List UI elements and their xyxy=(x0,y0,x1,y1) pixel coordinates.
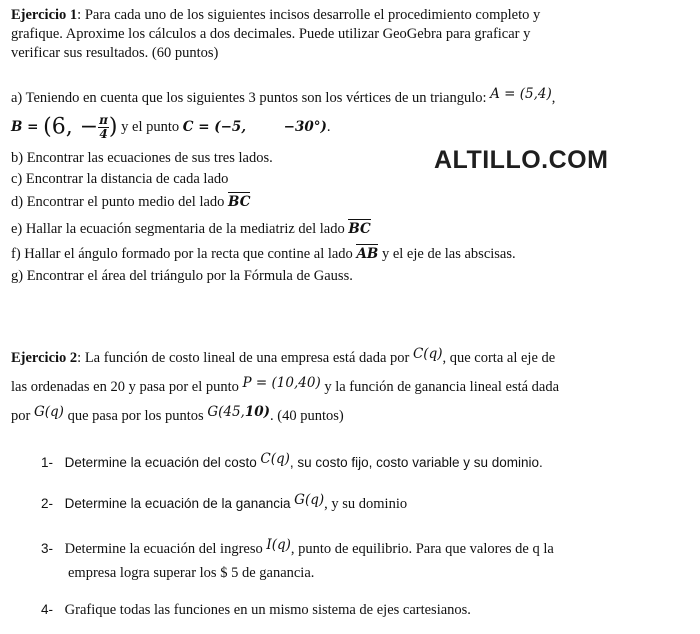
ej1-intro-line-2: grafique. Aproxime los cálculos a dos decimales. Puede utilizar GeoGebra para graficar y xyxy=(11,26,531,42)
g-point-b: 10) xyxy=(244,404,271,420)
ej2-list-item-1 xyxy=(41,451,543,472)
ej2-list-item-3 xyxy=(41,537,554,558)
g-point xyxy=(207,404,270,420)
ej1-item-a: a) Teniendo en cuenta que los siguientes 3 puntos son los vértices de un triangulo: A = (5,4), xyxy=(11,86,556,106)
ej1-item-a-cont: B = (6, − $\frac{\pi}{4}$ ) y el punto C = (−5, −30°). xyxy=(11,113,331,142)
ej1-intro-line-3: verificar sus resultados. (60 puntos) xyxy=(11,45,219,61)
ej1-item-e-text: e) Hallar la ecuación segmentaria de la mediatriz del lado xyxy=(11,221,345,237)
ej1-item-f-tail: y el eje de las abscisas. xyxy=(381,246,516,262)
list-text-3a: Determine la ecuación del ingreso xyxy=(64,541,263,557)
point-b-left: (6, − xyxy=(43,114,99,140)
list-text-1b: , su costo fijo, costo variable y su dominio. xyxy=(289,455,543,470)
cq-symbol: C(q) xyxy=(412,346,443,362)
ej2-p3a: por xyxy=(11,408,31,424)
list-num-3: 3- xyxy=(41,541,54,556)
ej1-a-text: a) Teniendo en cuenta que los siguientes 3 puntos son los vértices de un triangulo: xyxy=(11,90,487,106)
ej2-list-item-3-cont: empresa logra superar los $ 5 de ganancia. xyxy=(68,565,315,581)
list-text-2b: , y su dominio xyxy=(324,496,408,512)
segment-bc-2: BC xyxy=(348,221,371,237)
gq-symbol: G(q) xyxy=(33,404,64,420)
ej2-line-1 xyxy=(11,346,556,367)
ej1-item-e xyxy=(11,220,371,238)
segment-bc: BC xyxy=(228,194,251,210)
ej1-intro-1: : Para cada uno de los siguientes incisos desarrolle el procedimiento completo y xyxy=(77,7,541,23)
ej2-p3c: . (40 puntos) xyxy=(270,408,344,424)
segment-ab: AB xyxy=(356,246,379,262)
list-num-2: 2- xyxy=(41,496,54,511)
point-c: C = (−5, xyxy=(182,119,247,135)
fraction-numerator: π xyxy=(99,113,108,128)
ej2-title: Ejercicio 2 xyxy=(11,350,78,366)
ej1-intro-line-1 xyxy=(11,6,540,24)
watermark: ALTILLO.COM xyxy=(434,146,609,174)
ej1-item-f-text: f) Hallar el ángulo formado por la recta que contine al lado xyxy=(11,246,353,262)
ej1-item-d xyxy=(11,193,250,211)
ej2-p1: : La función de costo lineal de una empresa está dada por xyxy=(77,350,410,366)
ej2-list-item-4 xyxy=(41,601,471,619)
list-symbol-2: G(q) xyxy=(294,492,325,508)
list-text-1a: Determine la ecuación del costo xyxy=(64,455,257,470)
ej2-p2: las ordenadas en 20 y pasa por el punto xyxy=(11,379,239,395)
ej2-line-3 xyxy=(11,404,344,425)
ej1-item-d-text: d) Encontrar el punto medio del lado xyxy=(11,194,225,210)
point-c-angle: −30°) xyxy=(283,119,327,135)
ej1-c-text: y el punto xyxy=(121,119,180,135)
list-num-1: 1- xyxy=(41,455,54,470)
list-text-4a: Grafique todas las funciones en un mismo sistema de ejes cartesianos. xyxy=(64,602,471,618)
ej2-line-2 xyxy=(11,375,560,396)
list-text-2a: Determine la ecuación de la ganancia xyxy=(64,496,291,511)
point-b-fraction xyxy=(98,114,109,141)
ej1-title: Ejercicio 1 xyxy=(11,7,78,23)
point-a: A = (5,4) xyxy=(490,86,552,102)
ej1-item-g: g) Encontrar el área del triángulo por la Fórmula de Gauss. xyxy=(11,268,353,284)
ej2-p2b: y la función de ganancia lineal está dada xyxy=(324,379,560,395)
ej1-item-f xyxy=(11,245,516,263)
point-p: P = (10,40) xyxy=(242,375,321,391)
list-num-4: 4- xyxy=(41,602,54,617)
point-b-right: ) xyxy=(108,114,118,140)
point-b-label: B = xyxy=(11,119,44,135)
fraction-denominator: 4 xyxy=(99,127,108,142)
list-symbol-3: I(q) xyxy=(266,537,291,553)
ej2-p1b: , que corta al eje de xyxy=(442,350,556,366)
ej2-list-item-2 xyxy=(41,492,408,513)
ej1-item-c: c) Encontrar la distancia de cada lado xyxy=(11,171,229,187)
list-text-3b: , punto de equilibrio. Para que valores de q la xyxy=(290,541,554,557)
ej2-p3b: que pasa por los puntos xyxy=(67,408,204,424)
ej1-item-b: b) Encontrar las ecuaciones de sus tres lados. xyxy=(11,150,273,166)
list-symbol-1: C(q) xyxy=(260,451,290,467)
g-point-a: G(45, xyxy=(207,404,245,420)
